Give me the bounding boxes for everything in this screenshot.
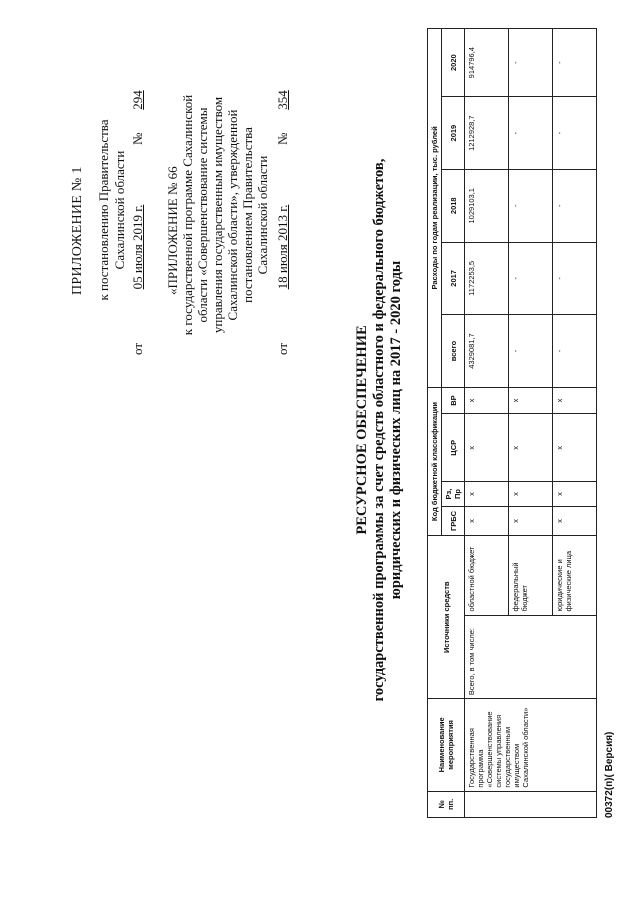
prior-line-4: постановлением Правительства — [240, 127, 255, 303]
annex-number: 294 — [130, 90, 145, 110]
prior-line-2: управления государственным имуществом — [210, 96, 225, 334]
prior-line-5: Сахалинской области — [255, 155, 270, 275]
row-num-cell — [465, 791, 597, 817]
y2020-cell: 914796,4 — [465, 29, 509, 97]
grbs-cell: х — [553, 506, 597, 536]
table-row — [465, 29, 509, 818]
header-rzpr: Рз, Пр — [442, 482, 465, 506]
header-grbs: ГРБС — [442, 506, 465, 536]
total-cell: - — [509, 315, 553, 388]
annex-line1: к постановлению Правительства — [96, 119, 111, 301]
rzpr-cell: х — [465, 482, 509, 506]
y2020-cell: - — [509, 29, 553, 97]
y2019-cell: 1212928,7 — [465, 97, 509, 170]
y2019-cell: - — [553, 97, 597, 170]
header-2017: 2017 — [442, 242, 465, 315]
header-2018: 2018 — [442, 169, 465, 242]
grbs-cell: х — [465, 506, 509, 536]
annex-from-label: от — [130, 342, 145, 355]
source-cell: областной бюджет — [465, 536, 509, 615]
resource-table — [427, 28, 597, 818]
y2017-cell: - — [553, 242, 597, 315]
total-cell: 4329081,7 — [465, 315, 509, 388]
y2018-cell: - — [553, 169, 597, 242]
y2017-cell: - — [509, 242, 553, 315]
csr-cell: х — [553, 414, 597, 482]
csr-cell: х — [509, 414, 553, 482]
grbs-cell: х — [509, 506, 553, 536]
prior-line-3: Сахалинской области», утвержденной — [225, 109, 240, 321]
document-footer: 00372(п)( Версия) — [604, 731, 615, 818]
y2018-cell: - — [509, 169, 553, 242]
heading-line1: РЕСУРСНОЕ ОБЕСПЕЧЕНИЕ — [354, 325, 370, 535]
prior-line-1: области «Совершенствование системы — [195, 107, 210, 323]
annex-no-label: № — [130, 132, 145, 145]
rzpr-cell: х — [509, 482, 553, 506]
header-name: Наименование мероприятия — [428, 699, 465, 791]
header-csr: ЦСР — [442, 414, 465, 482]
header-vr: ВР — [442, 387, 465, 413]
csr-cell: х — [465, 414, 509, 482]
total-cell: - — [553, 315, 597, 388]
header-expenses: Расходы по годам реализации, тыс. рублей — [428, 29, 442, 388]
rzpr-cell: х — [553, 482, 597, 506]
header-source: Источники средств — [428, 536, 465, 699]
source-cell: юридические и физические лица — [553, 536, 597, 615]
heading-line3: юридических и физических лиц на 2017 - 2020 годы — [388, 260, 404, 600]
vr-cell: х — [509, 387, 553, 413]
header-2020: 2020 — [442, 29, 465, 97]
prior-no-label: № — [275, 132, 290, 145]
program-name-cell: Государственная программа «Совершенствование системы управления государственным имуществом Сахалинской области» — [465, 699, 597, 791]
header-budget-code: Код бюджетной классификации — [428, 387, 442, 536]
vr-cell: х — [465, 387, 509, 413]
y2019-cell: - — [509, 97, 553, 170]
total-label-cell: Всего, в том числе: — [465, 615, 597, 699]
header-total: всего — [442, 315, 465, 388]
prior-date: 18 июля 2013 г. — [275, 204, 290, 290]
source-cell: федеральный бюджет — [509, 536, 553, 615]
prior-line-0: к государственной программе Сахалинской — [180, 94, 195, 336]
annex-date: 05 июля 2019 г. — [130, 204, 145, 290]
prior-number: 354 — [275, 90, 290, 110]
header-2019: 2019 — [442, 97, 465, 170]
annex-title: ПРИЛОЖЕНИЕ № 1 — [70, 166, 85, 295]
header-num: № пп. — [428, 791, 465, 817]
heading-line2: государственной программы за счет средств областного и федерального бюджетов, — [371, 158, 387, 702]
prior-title: «ПРИЛОЖЕНИЕ № 66 — [165, 166, 180, 295]
y2017-cell: 1172253,5 — [465, 242, 509, 315]
y2018-cell: 1029103,1 — [465, 169, 509, 242]
vr-cell: х — [553, 387, 597, 413]
annex-line2: Сахалинской области — [112, 150, 127, 270]
y2020-cell: - — [553, 29, 597, 97]
prior-from-label: от — [275, 342, 290, 355]
